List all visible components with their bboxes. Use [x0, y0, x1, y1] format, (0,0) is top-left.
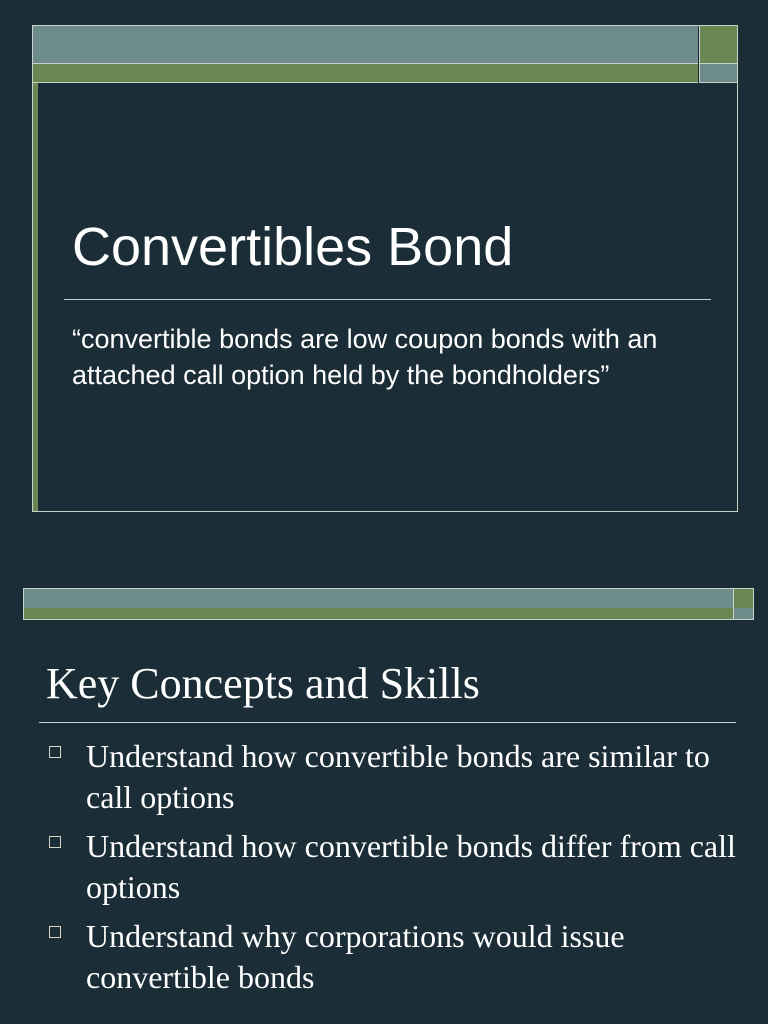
header-band-teal	[33, 26, 698, 64]
list-item	[47, 916, 747, 998]
list-item-text: Understand why corporations would issue convertible bonds	[86, 918, 625, 995]
header-band-green	[33, 64, 698, 83]
square-bullet-icon	[49, 926, 61, 938]
list-item-text: Understand how convertible bonds differ from call options	[86, 828, 736, 905]
square-bullet-icon	[49, 836, 61, 848]
header-band-teal	[23, 588, 734, 609]
slide-1-quote: “convertible bonds are low coupon bonds with an attached call option held by the bondholders”	[72, 324, 658, 390]
list-item-text: Understand how convertible bonds are similar to call options	[86, 738, 710, 815]
title-divider	[64, 299, 711, 300]
header-square-teal	[699, 64, 737, 83]
list-item	[47, 826, 747, 908]
list-item	[47, 736, 747, 818]
header-band-green	[23, 608, 734, 620]
square-bullet-icon	[49, 746, 61, 758]
slide-1-title: Convertibles Bond	[72, 217, 514, 277]
slide-1	[32, 25, 738, 512]
header-square-green	[734, 588, 754, 609]
header-square-teal	[734, 608, 754, 620]
slide-2	[23, 588, 755, 1024]
left-accent-bar	[33, 83, 38, 511]
title-divider	[39, 722, 736, 723]
header-square-green	[699, 26, 737, 64]
key-concepts-list	[47, 736, 747, 1006]
slide-2-title: Key Concepts and Skills	[46, 659, 480, 708]
